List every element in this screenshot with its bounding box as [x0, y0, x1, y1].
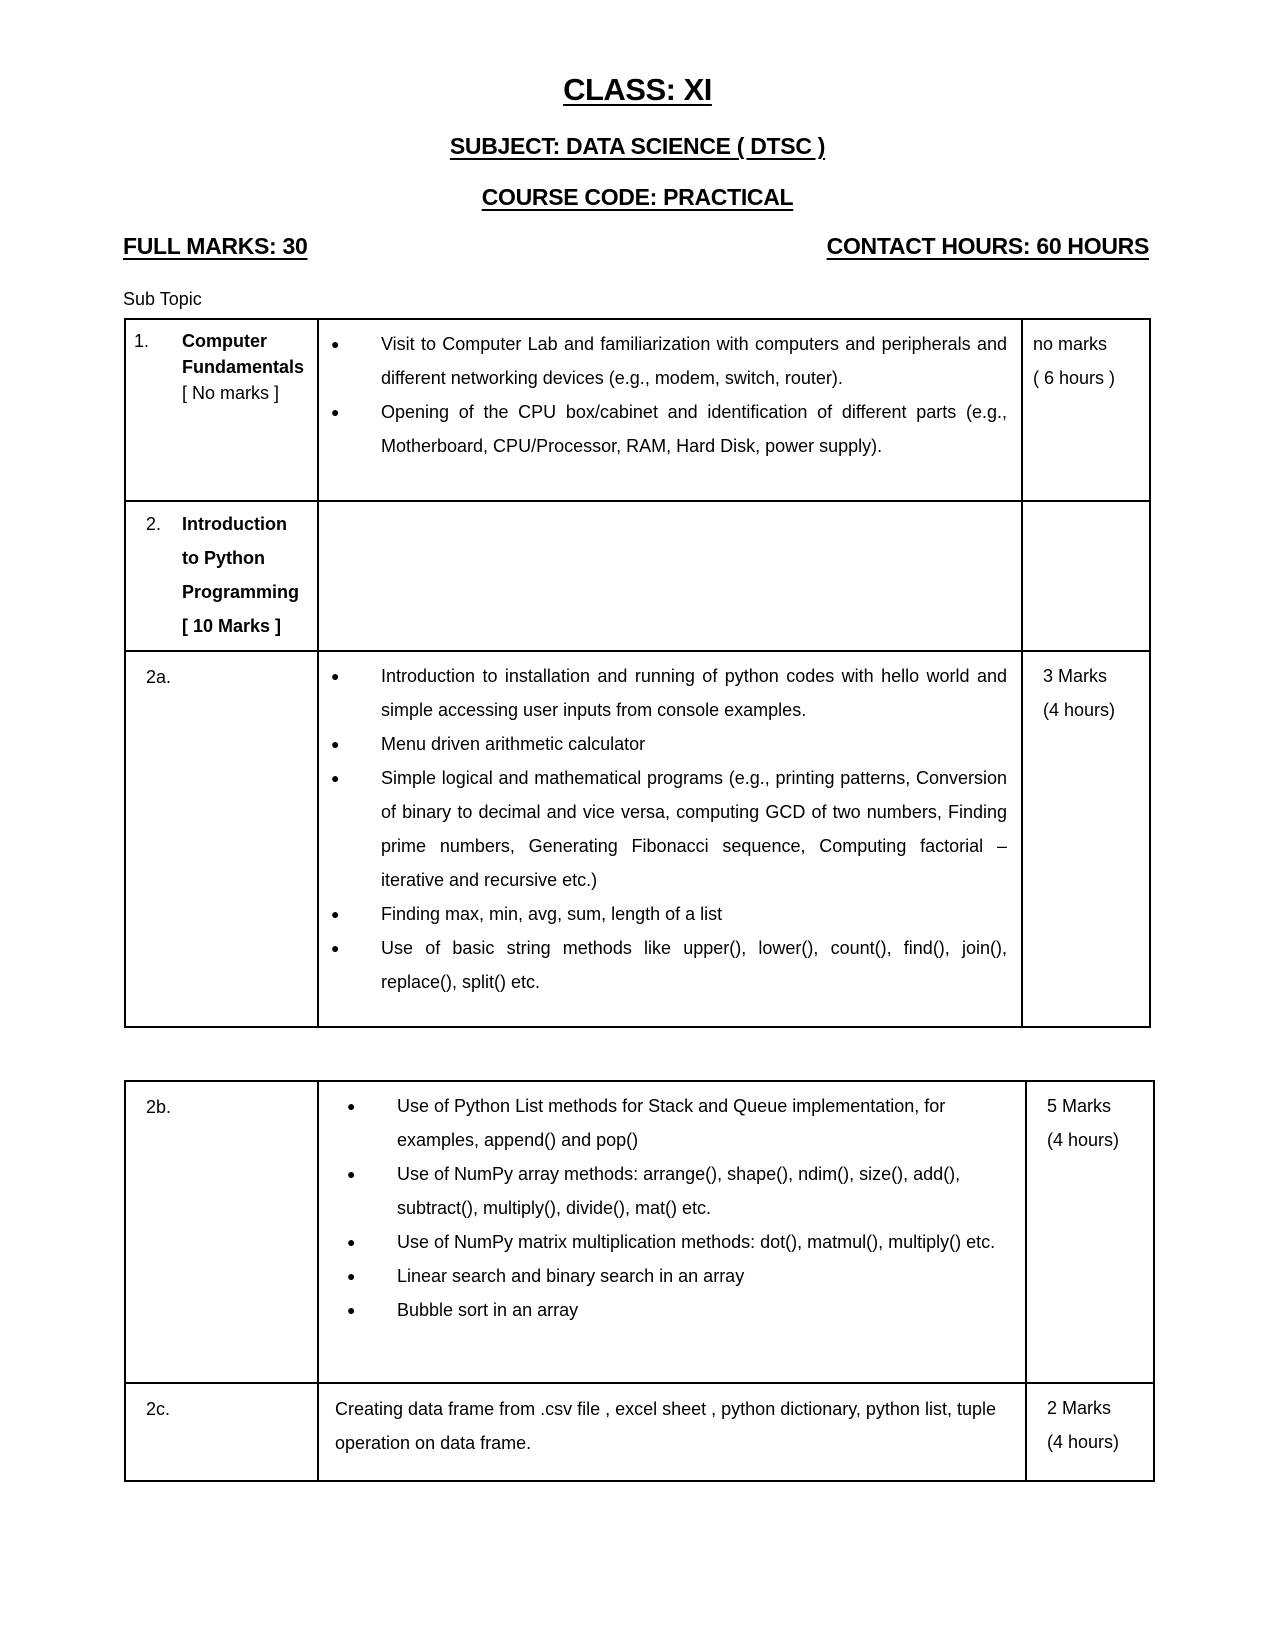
subject-heading: SUBJECT: DATA SCIENCE ( DTSC ): [449, 133, 826, 159]
marks-value: 5 Marks: [1047, 1096, 1112, 1116]
list-item: ● Use of Python List methods for Stack and Queue implementation, for examples, append() and pop(): [345, 1089, 1011, 1157]
topic-title: Introduction: [182, 514, 287, 534]
content-cell: [318, 1081, 1026, 1383]
topic-title: Programming: [182, 582, 300, 602]
subtopic-cell: [125, 1081, 318, 1383]
list-item: ● Visit to Computer Lab and familiarization with computers and peripherals and different networking devices (e.g., modem, switch, router).: [329, 327, 1007, 395]
marks-cell: [1022, 651, 1150, 1027]
table-row: [125, 1383, 1154, 1481]
hours-value: (4 hours): [1047, 1432, 1120, 1452]
bullet-icon: ●: [331, 668, 340, 684]
subtopic-id: 2a.: [146, 667, 172, 687]
subtopic-cell: [125, 651, 318, 1027]
bullet-icon: ●: [331, 940, 340, 956]
full-marks: FULL MARKS: 30: [123, 233, 308, 259]
table-row: [125, 1081, 1154, 1383]
bullet-icon: ●: [347, 1166, 356, 1182]
topic-marks-note: [ 10 Marks ]: [182, 616, 282, 636]
bullet-icon: ●: [347, 1098, 356, 1114]
bullet-icon: ●: [347, 1268, 356, 1284]
content-cell: [318, 319, 1022, 501]
bullet-icon: ●: [331, 770, 340, 786]
subtopic-cell: [125, 1383, 318, 1481]
list-item: ● Use of basic string methods like upper(), lower(), count(), find(), join(), replace(), split() etc.: [329, 931, 1007, 999]
hours-value: (4 hours): [1043, 700, 1116, 720]
subtopic-id: 2b.: [146, 1097, 172, 1117]
topic-title: to Python: [182, 548, 265, 568]
marks-value: 3 Marks: [1043, 666, 1108, 686]
contact-hours: CONTACT HOURS: 60 HOURS: [826, 233, 1149, 259]
sub-topic-label: Sub Topic: [123, 289, 202, 309]
marks-cell: [1026, 1383, 1154, 1481]
subtopic-id: 2c.: [146, 1399, 171, 1419]
class-heading: CLASS: XI: [563, 72, 712, 107]
list-item: ● Opening of the CPU box/cabinet and identification of different parts (e.g., Motherboard, CPU/Processor, RAM, Hard Disk, power supply).: [329, 395, 1007, 463]
marks-cell: [1022, 501, 1150, 651]
list-item: ● Bubble sort in an array: [345, 1293, 1011, 1327]
marks-value: 2 Marks: [1047, 1398, 1112, 1418]
bullet-icon: ●: [331, 404, 340, 420]
table-row: [125, 651, 1150, 1027]
marks-cell: [1026, 1081, 1154, 1383]
topic-title: Fundamentals: [182, 357, 305, 377]
syllabus-table-1: [124, 318, 1151, 1028]
syllabus-table-2: [124, 1080, 1155, 1482]
content-cell: [318, 1383, 1026, 1481]
bullet-icon: ●: [347, 1302, 356, 1318]
topic-title: Computer: [182, 331, 267, 351]
topic-number: 2.: [146, 514, 162, 534]
list-item: ● Introduction to installation and running of python codes with hello world and simple accessing user inputs from console examples.: [329, 659, 1007, 727]
list-item: ● Menu driven arithmetic calculator: [329, 727, 1007, 761]
marks-value: no marks: [1033, 334, 1108, 354]
bullet-icon: ●: [331, 906, 340, 922]
table-row: [125, 319, 1150, 501]
course-code-heading: COURSE CODE: PRACTICAL: [481, 184, 794, 210]
list-item: ● Use of NumPy matrix multiplication methods: dot(), matmul(), multiply() etc.: [345, 1225, 1011, 1259]
list-item: ● Use of NumPy array methods: arrange(), shape(), ndim(), size(), add(), subtract(), multiply(), divide(), mat() etc.: [345, 1157, 1011, 1225]
bullet-icon: ●: [331, 336, 340, 352]
topic-number: 1.: [134, 331, 150, 351]
bullet-icon: ●: [331, 736, 340, 752]
table-row: [125, 501, 1150, 651]
content-cell: [318, 501, 1022, 651]
list-item: ● Linear search and binary search in an array: [345, 1259, 1011, 1293]
hours-value: (4 hours): [1047, 1130, 1120, 1150]
topic-cell: [125, 319, 318, 501]
content-cell: [318, 651, 1022, 1027]
content-text: Creating data frame from .csv file , excel sheet , python dictionary, python list, tuple operation on data frame.: [335, 1399, 996, 1453]
hours-value: ( 6 hours ): [1033, 368, 1116, 388]
marks-cell: [1022, 319, 1150, 501]
topic-cell: [125, 501, 318, 651]
topic-marks-note: [ No marks ]: [182, 383, 280, 403]
list-item: ● Simple logical and mathematical programs (e.g., printing patterns, Conversion of binary to decimal and vice versa, computing GCD of two numbers, Finding prime numbers, Generating Fibonacci sequence, Computing factorial –iterative and recursive etc.): [329, 761, 1007, 897]
list-item: ● Finding max, min, avg, sum, length of a list: [329, 897, 1007, 931]
bullet-icon: ●: [347, 1234, 356, 1250]
